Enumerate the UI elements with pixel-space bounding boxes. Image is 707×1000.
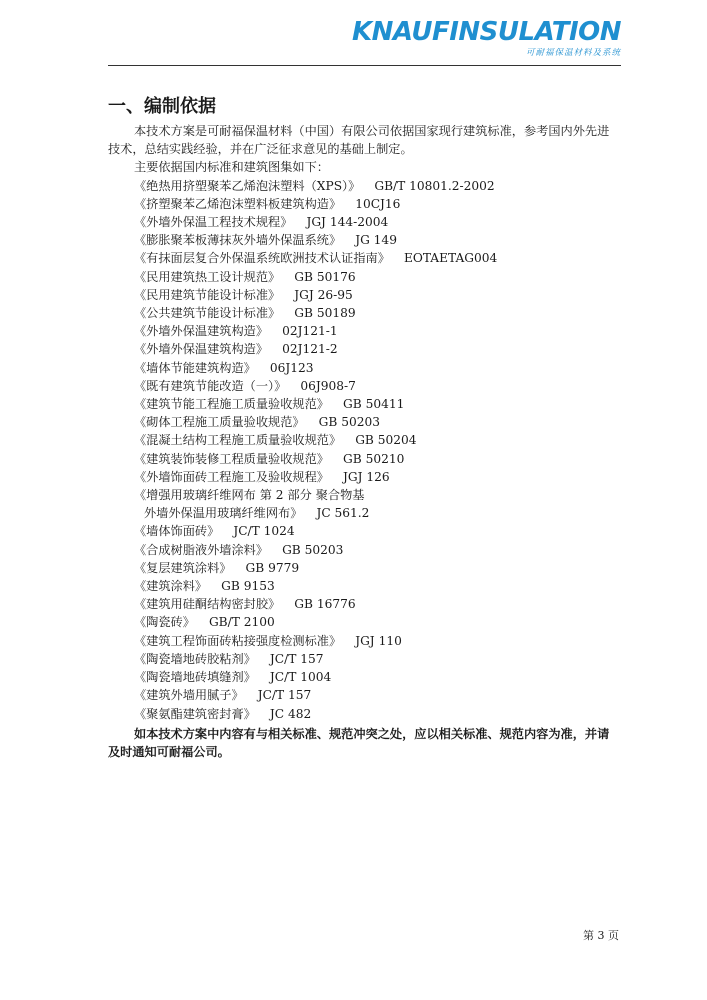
standard-code: GB 50176 bbox=[294, 269, 356, 284]
standard-code: JGJ 110 bbox=[355, 633, 402, 648]
standard-name: 《建筑用硅酮结构密封胶》 bbox=[134, 597, 281, 612]
standard-code: GB 50204 bbox=[355, 433, 417, 448]
standard-code: GB 50203 bbox=[318, 415, 380, 430]
standard-item bbox=[108, 650, 621, 668]
intro-paragraph: 本技术方案是可耐福保温材料（中国）有限公司依据国家现行建筑标准，参考国内外先进技术，总结实践经验，并在广泛征求意见的基础上制定。 bbox=[108, 124, 610, 157]
standard-name: 《合成树脂液外墙涂料》 bbox=[134, 542, 269, 557]
standard-name: 《墙体饰面砖》 bbox=[134, 524, 220, 539]
section-title: 一、编制依据 bbox=[108, 96, 216, 117]
standard-item bbox=[108, 413, 621, 431]
standard-item bbox=[108, 559, 621, 577]
standard-name: 《混凝土结构工程施工质量验收规范》 bbox=[134, 433, 342, 448]
standard-name: 《既有建筑节能改造（一）》 bbox=[134, 378, 287, 393]
standard-item bbox=[108, 522, 621, 540]
standard-name-line2: 外墙外保温用玻璃纤维网布》 bbox=[144, 506, 303, 521]
standard-item bbox=[108, 322, 621, 340]
standard-item bbox=[108, 577, 621, 595]
standard-name: 《外墙饰面砖工程施工及验收规程》 bbox=[134, 469, 329, 484]
standard-item bbox=[108, 359, 621, 377]
header-divider bbox=[108, 65, 621, 66]
standard-code: JGJ 26-95 bbox=[294, 287, 353, 302]
standard-name: 《挤塑聚苯乙烯泡沫塑料板建筑构造》 bbox=[134, 196, 342, 211]
standard-name: 《建筑节能工程施工质量验收规范》 bbox=[134, 397, 329, 412]
closing-paragraph: 如本技术方案中内容有与相关标准、规范冲突之处，应以相关标准、规范内容为准，并请及时通知可耐福公司。 bbox=[108, 726, 610, 759]
standard-item bbox=[108, 340, 621, 358]
standard-code: GB/T 10801.2-2002 bbox=[374, 178, 495, 193]
standard-code: EOTAETAG004 bbox=[403, 251, 498, 266]
standard-item bbox=[108, 486, 621, 522]
standard-code: GB 50203 bbox=[282, 542, 344, 557]
standard-code: JGJ 144-2004 bbox=[306, 215, 389, 230]
standard-code: JC 482 bbox=[269, 706, 312, 721]
standard-code: GB 9779 bbox=[245, 560, 300, 575]
standard-code: JC 561.2 bbox=[316, 506, 370, 521]
standard-code: GB 50411 bbox=[343, 397, 405, 412]
standard-name-continued bbox=[134, 504, 621, 522]
standard-code: GB/T 2100 bbox=[208, 615, 275, 630]
standard-name: 《墙体节能建筑构造》 bbox=[134, 360, 256, 375]
standard-name: 《建筑装饰装修工程质量验收规范》 bbox=[134, 451, 329, 466]
standard-item bbox=[108, 431, 621, 449]
standard-item bbox=[108, 304, 621, 322]
standard-code: 02J121-1 bbox=[282, 324, 338, 339]
standard-item bbox=[108, 613, 621, 631]
standard-name: 《砌体工程施工质量验收规范》 bbox=[134, 415, 305, 430]
page-number: 第 3 页 bbox=[583, 929, 619, 942]
standard-code: JC/T 157 bbox=[257, 688, 312, 703]
company-logo bbox=[352, 18, 621, 58]
standard-name: 《复层建筑涂料》 bbox=[134, 560, 232, 575]
standard-item bbox=[108, 541, 621, 559]
standard-name: 《外墙外保温工程技术规程》 bbox=[134, 215, 293, 230]
logo-wordmark: KNAUFINSULATION bbox=[352, 17, 621, 47]
standard-name: 《民用建筑热工设计规范》 bbox=[134, 269, 281, 284]
standard-name: 《陶瓷墙地砖填缝剂》 bbox=[134, 670, 256, 685]
standard-item bbox=[108, 705, 621, 723]
standard-name: 《民用建筑节能设计标准》 bbox=[134, 287, 281, 302]
standard-code: 06J908-7 bbox=[300, 378, 356, 393]
standard-code: JG 149 bbox=[355, 233, 397, 248]
list-intro: 主要依据国内标准和建筑图集如下： bbox=[134, 160, 329, 175]
standard-item bbox=[108, 450, 621, 468]
standard-name: 《膨胀聚苯板薄抹灰外墙外保温系统》 bbox=[134, 233, 342, 248]
standard-code: GB 9153 bbox=[221, 579, 275, 594]
standard-name: 《公共建筑节能设计标准》 bbox=[134, 306, 281, 321]
standard-code: 06J123 bbox=[269, 360, 314, 375]
standard-item bbox=[108, 377, 621, 395]
standard-code: JC/T 1024 bbox=[233, 524, 295, 539]
standard-name: 《建筑工程饰面砖粘接强度检测标准》 bbox=[134, 633, 342, 648]
logo-subtitle: 可耐福保温材料及系统 bbox=[525, 48, 621, 58]
standard-name: 《增强用玻璃纤维网布 第 2 部分 聚合物基 bbox=[134, 488, 365, 503]
standards-list bbox=[108, 177, 621, 723]
standard-item bbox=[108, 195, 621, 213]
standard-name: 《聚氨酯建筑密封膏》 bbox=[134, 706, 256, 721]
standard-code: JGJ 126 bbox=[343, 469, 390, 484]
standard-name: 《建筑外墙用腻子》 bbox=[134, 688, 244, 703]
standard-item bbox=[108, 249, 621, 267]
standard-item bbox=[108, 468, 621, 486]
document-body bbox=[108, 122, 621, 761]
standard-item bbox=[108, 686, 621, 704]
standard-item bbox=[108, 668, 621, 686]
standard-name: 《有抹面层复合外保温系统欧洲技术认证指南》 bbox=[134, 251, 390, 266]
standard-code: 10CJ16 bbox=[355, 196, 401, 211]
standard-name: 《陶瓷砖》 bbox=[134, 615, 195, 630]
standard-item bbox=[108, 213, 621, 231]
standard-item bbox=[108, 632, 621, 650]
standard-item bbox=[108, 595, 621, 613]
standard-code: GB 50210 bbox=[343, 451, 405, 466]
standard-code: GB 16776 bbox=[294, 597, 356, 612]
standard-name: 《建筑涂料》 bbox=[134, 579, 208, 594]
standard-item bbox=[108, 268, 621, 286]
standard-code: JC/T 157 bbox=[269, 651, 324, 666]
standard-code: 02J121-2 bbox=[282, 342, 338, 357]
standard-item bbox=[108, 286, 621, 304]
standard-name: 《陶瓷墙地砖胶粘剂》 bbox=[134, 651, 256, 666]
standard-name: 《绝热用挤塑聚苯乙烯泡沫塑料（XPS）》 bbox=[134, 178, 361, 193]
standard-item bbox=[108, 231, 621, 249]
standard-code: GB 50189 bbox=[294, 306, 356, 321]
standard-name: 《外墙外保温建筑构造》 bbox=[134, 324, 269, 339]
standard-code: JC/T 1004 bbox=[269, 670, 332, 685]
standard-item bbox=[108, 177, 621, 195]
standard-name: 《外墙外保温建筑构造》 bbox=[134, 342, 269, 357]
standard-item bbox=[108, 395, 621, 413]
